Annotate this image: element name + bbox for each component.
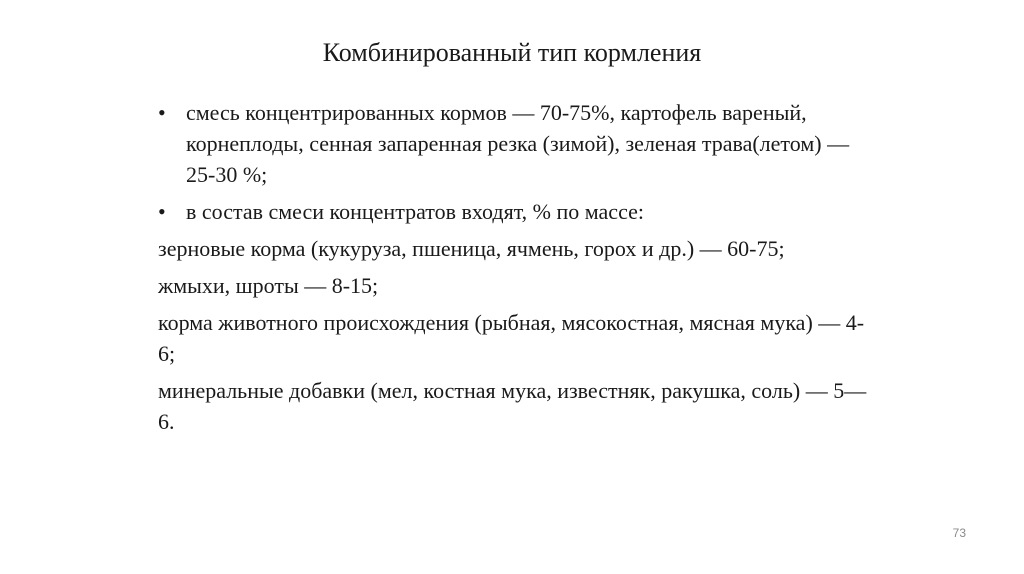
slide-title: Комбинированный тип кормления (322, 38, 702, 67)
bullet-text: в состав смеси концентратов входят, % по массе: (186, 199, 644, 224)
paragraph: зерновые корма (кукуруза, пшеница, ячмень, горох и др.) — 60-75; (158, 236, 785, 261)
paragraph: корма животного происхождения (рыбная, мясокостная, мясная мука) — 4-6; (158, 310, 865, 366)
slide-content (158, 97, 878, 443)
paragraph: минеральные добавки (мел, костная мука, известняк, ракушка, соль) — 5—6. (158, 378, 867, 434)
bullet-marker: • (158, 199, 166, 224)
bullet-item (158, 97, 878, 190)
bullet-item (158, 196, 878, 227)
page-number: 73 (952, 526, 966, 540)
bullet-marker: • (158, 100, 166, 125)
bullet-text: смесь концентрированных кормов — 70-75%, картофель вареный, корнеплоды, сенная запаренная резка (зимой), зеленая трава(летом) — 25-30 %; (186, 100, 850, 187)
paragraph: жмыхи, шроты — 8-15; (158, 273, 379, 298)
